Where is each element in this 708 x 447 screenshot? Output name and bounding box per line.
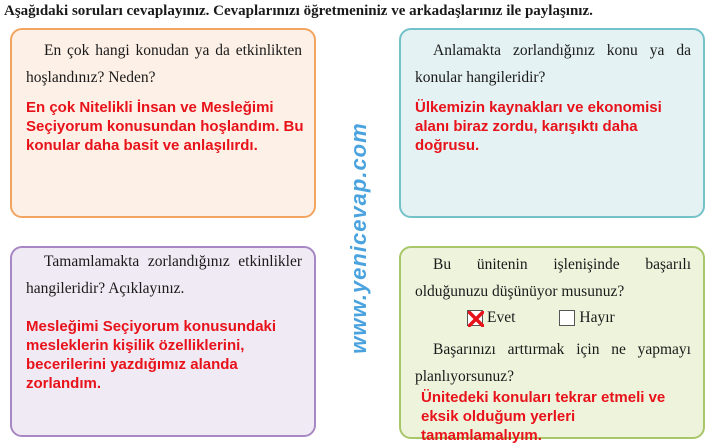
question-text: Anlamakta zorlandığınız konu ya da konular hangileridir? [415, 42, 691, 86]
answer-text: Ülkemizin kaynakları ve ekonomisi alanı biraz zordu, karışıktı daha doğrusu. [415, 99, 662, 154]
watermark-text: www.yenicevap.com [346, 122, 371, 354]
answer-text: En çok Nitelikli İnsan ve Mesleğimi Seçiyorum konusundan hoşlandım. Bu konular daha basit ve anlaşılırdı. [26, 99, 304, 154]
question-text: En çok hangi konudan ya da etkinlikten hoşlandınız? Neden? [26, 42, 302, 86]
instruction-text: Aşağıdaki soruları cevaplayınız. Cevaplarınızı öğretmeniniz ve arkadaşlarınız ile paylaşınız. [4, 3, 593, 19]
question-text: Bu ünitenin işlenişinde başarılı olduğunuzu düşünüyor musunuz? [415, 256, 691, 300]
x-mark-icon [468, 311, 484, 327]
checkbox-yes[interactable] [467, 310, 483, 326]
question-card-favorite-topic [10, 28, 316, 218]
question-card-difficult-activity [10, 246, 316, 437]
question-card-success [399, 246, 705, 444]
answer-text: Ünitedeki konuları tekrar etmeli ve eksik olduğum yerleri tamamlamalıyım. [421, 389, 666, 444]
option-yes-label: Evet [487, 309, 516, 326]
question-card-difficult-topic [399, 28, 705, 218]
question-text-plan: Başarınızı arttırmak için ne yapmayı planlıyorsunuz? [415, 341, 691, 385]
option-no-label: Hayır [579, 309, 615, 326]
answer-text: Mesleğimi Seçiyorum konusundaki mesleklerin kişilik özelliklerini, becerilerini yazdığımız alanda zorlandım. [26, 318, 277, 392]
yes-no-options [467, 309, 659, 327]
question-text: Tamamlamakta zorlandığınız etkinlikler hangileridir? Açıklayınız. [26, 253, 302, 297]
checkbox-no[interactable] [559, 310, 575, 326]
